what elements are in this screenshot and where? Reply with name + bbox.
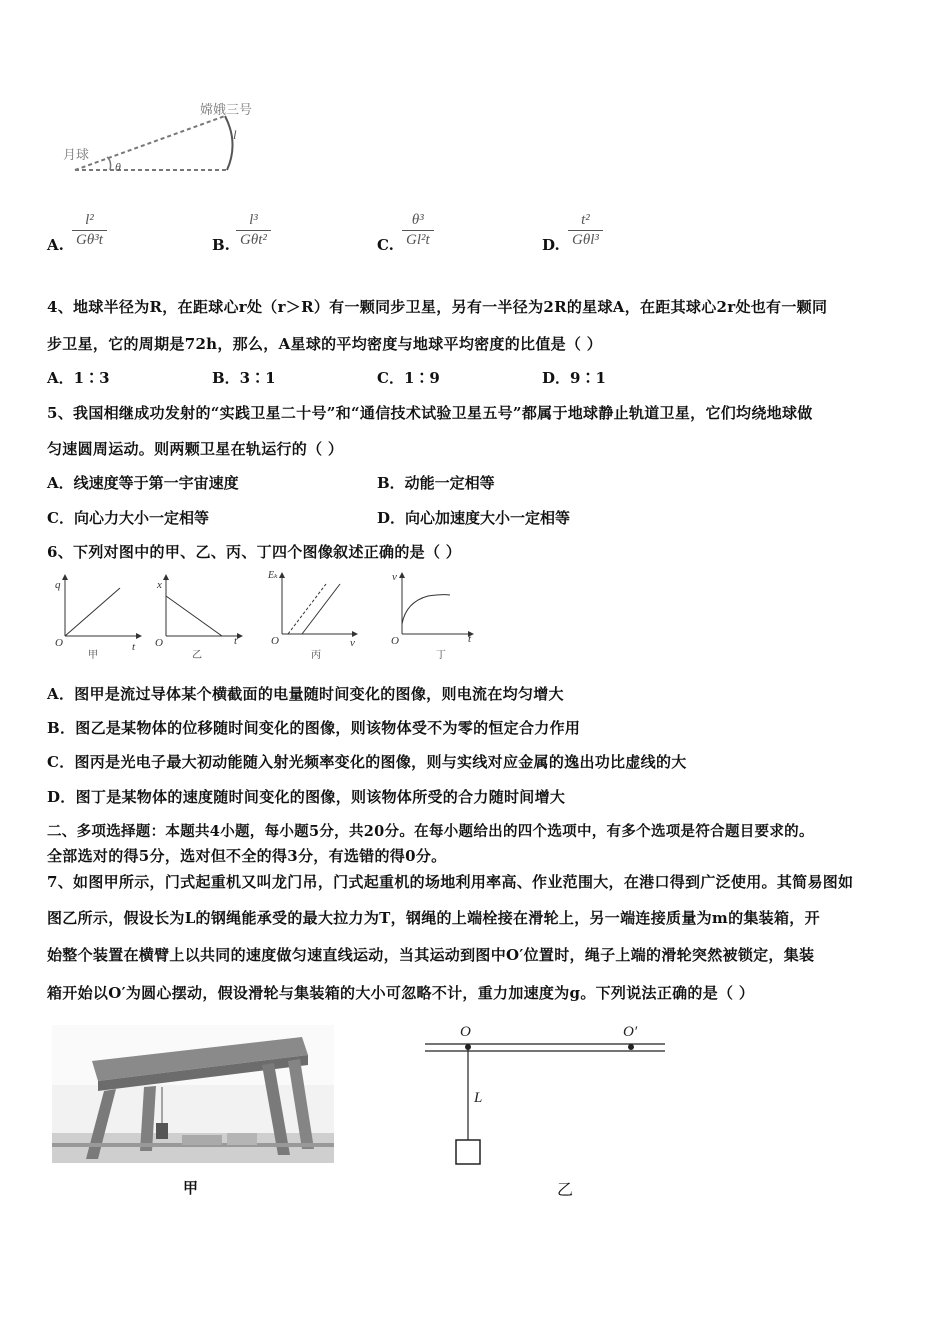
- q6-option-d: D．图丁是某物体的速度随时间变化的图像，则该物体所受的合力随时间增大: [47, 788, 566, 806]
- graph-bing: [266, 566, 366, 664]
- graph-ding-x-label: t: [468, 633, 472, 645]
- q6-option-a: A．图甲是流过导体某个横截面的电量随时间变化的图像，则电流在均匀增大: [47, 685, 564, 703]
- q6-option-b: B．图乙是某物体的位移随时间变化的图像，则该物体受不为零的恒定合力作用: [47, 719, 581, 737]
- graph-bing-origin: O: [271, 635, 279, 647]
- graph-yi-origin: O: [155, 637, 163, 649]
- q7-line-4: 箱开始以O′为圆心摆动，假设滑轮与集装箱的大小可忽略不计，重力加速度为g。下列说法正确的是（ ）: [47, 984, 755, 1002]
- point-o-prime-label: O′: [623, 1024, 638, 1040]
- graph-ding: [388, 566, 483, 664]
- graph-ding-y-label: v: [392, 571, 397, 583]
- q4-option-a: A．1∶3: [47, 369, 110, 387]
- diagram-caption: 乙: [557, 1180, 574, 1199]
- q4-line-2: 步卫星，它的周期是72h，那么，A星球的平均密度与地球平均密度的比值是（ ）: [47, 335, 603, 353]
- q3-option-d-letter: D.: [542, 236, 560, 254]
- graph-jia-origin: O: [55, 637, 63, 649]
- gantry-crane-photo: [52, 1025, 334, 1163]
- q5-option-b: B．动能一定相等: [377, 474, 495, 492]
- section2-line-2: 全部选对的得5分，选对但不全的得3分，有选错的得0分。: [47, 847, 447, 865]
- graph-jia-y-label: q: [55, 579, 61, 591]
- q3-option-b-fraction: [236, 212, 271, 249]
- q4-option-d: D．9∶1: [542, 369, 606, 387]
- q3-option-c-num: θ³: [411, 212, 424, 228]
- section2-line-1: 二、多项选择题：本题共4小题，每小题5分，共20分。在每小题给出的四个选项中，有多个选项是符合题目要求的。: [47, 823, 814, 840]
- arc-label: l: [233, 127, 237, 142]
- point-o-label: O: [460, 1024, 471, 1040]
- graph-jia-x-label: t: [132, 641, 136, 653]
- q4-option-b: B．3∶1: [212, 369, 276, 387]
- q3-option-a-num: l²: [85, 212, 94, 228]
- graph-jia-caption: 甲: [88, 650, 98, 661]
- graph-bing-y-label: Eₖ: [268, 570, 278, 581]
- q5-line-2: 匀速圆周运动。则两颗卫星在轨运行的（ ）: [47, 440, 344, 458]
- graph-jia: [48, 572, 143, 664]
- q3-option-c-letter: C.: [377, 236, 394, 254]
- q3-option-d-num: t²: [581, 212, 590, 228]
- graph-ding-origin: O: [391, 635, 399, 647]
- graph-yi-y-label: x: [157, 579, 162, 591]
- q3-option-a-fraction: [72, 212, 107, 249]
- crane-schematic: [420, 1020, 670, 1180]
- graph-bing-caption: 丙: [311, 650, 321, 661]
- q6-stem: 6、下列对图中的甲、乙、丙、丁四个图像叙述正确的是（ ）: [47, 543, 462, 561]
- q3-option-b-letter: B.: [212, 236, 230, 254]
- q3-option-b-num: l³: [249, 212, 258, 228]
- q5-option-a: A．线速度等于第一宇宙速度: [47, 474, 239, 492]
- q3-option-d-den: Gθl³: [572, 232, 599, 248]
- q7-line-2: 图乙所示，假设长为L的钢绳能承受的最大拉力为T，钢绳的上端栓接在滑轮上，另一端连接质量为m的集装箱，开: [47, 909, 820, 927]
- q3-option-a-den: Gθ³t: [76, 232, 103, 248]
- q5-line-1: 5、我国相继成功发射的“实践卫星二十号”和“通信技术试验卫星五号”都属于地球静止轨道卫星，它们均绕地球做: [47, 404, 813, 422]
- q7-line-1: 7、如图甲所示，门式起重机又叫龙门吊，门式起重机的场地利用率高、作业范围大，在港口得到广泛使用。其简易图如: [47, 873, 854, 891]
- q3-option-b-den: Gθt²: [240, 232, 267, 248]
- q5-option-c: C．向心力大小一定相等: [47, 509, 209, 527]
- moon-label: 月球: [63, 147, 90, 162]
- q6-option-c: C．图丙是光电子最大初动能随入射光频率变化的图像，则与实线对应金属的逸出功比虚线的大: [47, 753, 687, 771]
- probe-label: 嫦娥三号: [200, 102, 253, 117]
- rope-length-label: L: [474, 1090, 483, 1106]
- q3-option-d-fraction: [568, 212, 603, 249]
- q3-option-c-den: Gl²t: [406, 232, 430, 248]
- graph-yi-x-label: t: [234, 635, 238, 647]
- angle-label: θ: [115, 160, 121, 174]
- graph-yi: [152, 572, 247, 664]
- q7-line-3: 始整个装置在横臂上以共同的速度做匀速直线运动，当其运动到图中O′位置时，绳子上端的滑轮突然被锁定，集装: [47, 946, 815, 964]
- q3-option-a-letter: A.: [47, 236, 64, 254]
- graph-bing-x-label: v: [350, 637, 355, 649]
- q4-line-1: 4、地球半径为R，在距球心r处（r＞R）有一颗同步卫星，另有一半径为2R的星球A，在距其球心2r处也有一颗同: [47, 298, 828, 316]
- q5-option-d: D．向心加速度大小一定相等: [377, 509, 571, 527]
- graph-ding-caption: 丁: [436, 650, 446, 661]
- graph-yi-caption: 乙: [192, 650, 202, 661]
- moon-probe-figure: [55, 95, 285, 185]
- q4-option-c: C．1∶9: [377, 369, 440, 387]
- photo-caption: 甲: [183, 1179, 199, 1197]
- q3-option-c-fraction: [402, 212, 434, 249]
